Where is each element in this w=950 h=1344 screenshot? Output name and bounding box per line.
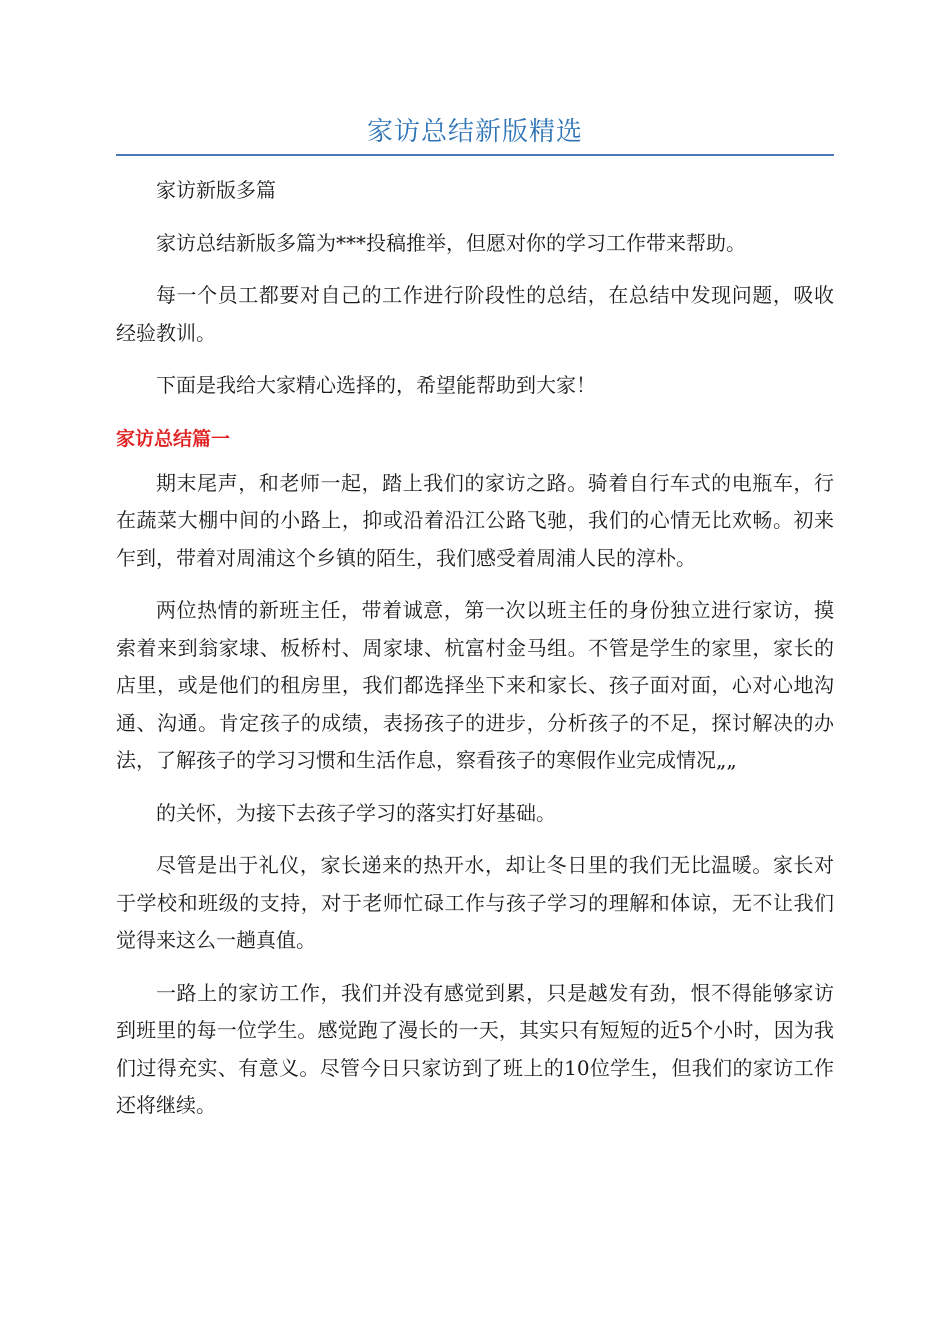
document-title: 家访总结新版精选 [366, 117, 583, 147]
intro-paragraph: 家访新版多篇 [156, 178, 276, 202]
section-paragraph: 尽管是出于礼仪，家长递来的热开水，却让冬日里的我们无比温暖。家长对于学校和班级的支持，对于老师忙碌工作与孩子学习的理解和体谅，无不让我们觉得来这么一趟真值。 [116, 853, 834, 952]
section-heading: 家访总结篇一 [116, 427, 231, 450]
title-underline [116, 154, 834, 156]
section-paragraph: 的关怀，为接下去孩子学习的落实打好基础。 [156, 800, 556, 825]
intro-paragraph: 下面是我给大家精心选择的，希望能帮助到大家！ [156, 373, 596, 397]
section-paragraph: 两位热情的新班主任，带着诚意，第一次以班主任的身份独立进行家访，摸索着来到翁家埭、板桥村、周家埭、杭富村金马组。不管是学生的家里，家长的店里，或是他们的租房里，我们都选择坐下来和家长、孩子面对面，心对心地沟通、沟通。肯定孩子的成绩，表扬孩子的进步，分析孩子的不足，探讨解决的办法，了解孩子的学习习惯和生活作息，察看孩子的寒假作业完成情况„„ [116, 598, 834, 772]
document-body [116, 172, 834, 1140]
section-paragraph: 一路上的家访工作，我们并没有感觉到累，只是越发有劲，恨不得能够家访到班里的每一位学生。感觉跑了漫长的一天，其实只有短短的近5个小时，因为我们过得充实、有意义。尽管今日只家访到了班上的10位学生，但我们的家访工作还将继续。 [116, 980, 834, 1117]
intro-paragraph: 每一个员工都要对自己的工作进行阶段性的总结，在总结中发现问题，吸收经验教训。 [116, 283, 834, 345]
section-paragraph: 期末尾声，和老师一起，踏上我们的家访之路。骑着自行车式的电瓶车，行在蔬菜大棚中间的小路上，抑或沿着沿江公路飞驰，我们的心情无比欢畅。初来乍到，带着对周浦这个乡镇的陌生，我们感受着周浦人民的淳朴。 [116, 470, 834, 570]
intro-paragraph: 家访总结新版多篇为***投稿推举，但愿对你的学习工作带来帮助。 [156, 230, 746, 255]
